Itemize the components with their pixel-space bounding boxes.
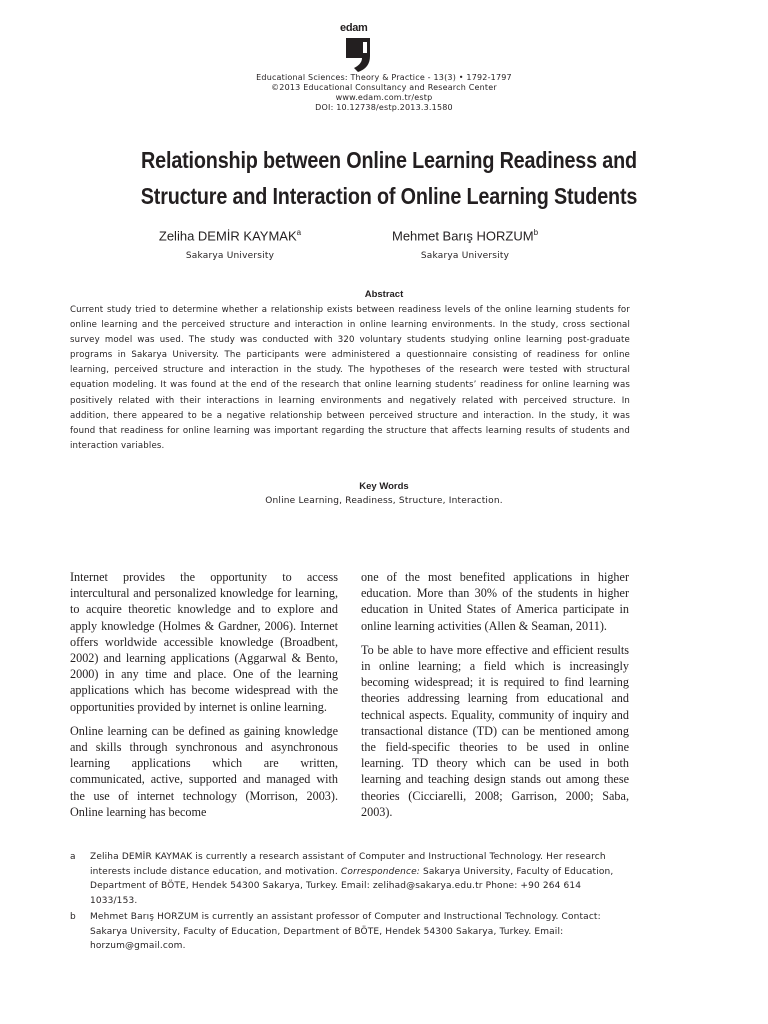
correspondence-label: Correspondence: [340, 866, 420, 877]
body-paragraph: one of the most benefited applications in higher education. More than 30% of the students in higher education in United States of America participate in online learning activities (Allen & Seaman, 2011). [361, 570, 629, 633]
logo-mark-icon [340, 22, 384, 74]
author-2-mark: b [533, 228, 539, 237]
keywords-text: Online Learning, Readiness, Structure, Interaction. [265, 496, 503, 506]
footnote-text: Mehmet Barış HORZUM is currently an assistant professor of Computer and Instructional Technology. Contact: Sakarya University, Faculty of Education, Department of BÖTE, Hendek 54300 Sakarya, Turkey. Email: horzum@gmail.com. [90, 912, 601, 951]
body-paragraph: To be able to have more effective and efficient results in online learning; a field which is increasingly becoming widespread; it is required to find learning theories addressing learning from educational and technical aspects. Equality, community of inquiry and transactional distance (TD) can be mentioned among the field-specific theories to be used in online learning. TD theory which can be used in both learning and teaching design stands out among these theories (Cicciarelli, 2008; Garrison, 2000; Saba, 2003). [361, 642, 629, 819]
author-1-affiliation: Sakarya University [185, 251, 275, 261]
journal-line: Educational Sciences: Theory & Practice - 13(3) • 1792-1797 [256, 73, 512, 82]
copyright-line: ©2013 Educational Consultancy and Research Center [271, 83, 497, 92]
abstract-heading: Abstract [364, 289, 404, 300]
body-paragraph: Internet provides the opportunity to access intercultural and personalized knowledge for learning, to acquire theoretic knowledge and to explore and apply knowledge (Holmes & Gardner, 2006). Internet offers worldwide accessible knowledge (Broadbent, 2002) and learning applications (Aggarwal & Bento, 2000) in any time and place. One of the learning applications which has become widespread with the opportunities provided by internet is online learning. [70, 570, 338, 714]
title-line-1: Relationship between Online Learning Readiness and [141, 147, 637, 173]
footnote-mark: a [70, 852, 76, 862]
logo-wordmark: edam [340, 22, 368, 34]
body-paragraph: Online learning can be defined as gaining knowledge and skills through synchronous and asynchronous learning applications which are written, communicated, active, supported and managed with the use of internet technology (Morrison, 2003). Online learning has become [70, 723, 338, 819]
edam-logo [340, 22, 384, 74]
author-1-name: Zeliha DEMİR KAYMAK [158, 228, 297, 244]
footnote-b [70, 910, 630, 954]
keywords-heading: Key Words [359, 481, 409, 492]
paper-title [89, 142, 689, 214]
doi-line: DOI: 10.12738/estp.2013.3.1580 [315, 103, 453, 112]
footnote-author-name: Zeliha DEMİR KAYMAK [90, 852, 193, 862]
author-1 [130, 228, 330, 243]
footnote-contact: Sakarya University, Faculty of Education, Department of BÖTE, Hendek 54300 Sakarya, Turkey. Email: zelihad@sakarya.edu.tr Phone: +90 264 614 1033/153. [90, 866, 614, 906]
author-2-affiliation: Sakarya University [420, 251, 510, 261]
author-1-mark: a [296, 228, 302, 237]
footnote-mark: b [70, 912, 76, 922]
footnote-text: is currently a research assistant of Computer and Instructional Technology. Her research interests include distance education, and motivation. [90, 852, 606, 877]
journal-url: www.edam.com.tr/estp [335, 93, 433, 102]
title-line-2: Structure and Interaction of Online Learning Students [140, 183, 638, 209]
author-2 [365, 228, 565, 243]
footnote-a [70, 850, 630, 908]
body-column-left [70, 569, 338, 828]
body-column-right [361, 569, 629, 828]
author-2-name: Mehmet Barış HORZUM [391, 228, 534, 244]
abstract-text: Current study tried to determine whether a relationship exists between readiness levels of the online learning students for online learning and the perceived structure and interaction in online learning environments. In the study, cross sectional survey model was used. The study was conducted with 320 voluntary students studying online learning post-graduate programs in Sakarya University. The participants were administered a questionnaire consisting of readiness for online learning, perceived structure and interaction in the study. The hypotheses of the research were tested with structural equation modeling. It was found at the end of the research that online learning students’ readiness for online learning was positively related with their interactions in learning environments and negatively related with perceived structure. In addition, there appeared to be a negative relationship between perceived structure and interaction. In the study, it was found that readiness for online learning was important regarding the structure that affects learning results of students and interaction variables. [70, 305, 630, 451]
journal-meta [0, 73, 768, 113]
